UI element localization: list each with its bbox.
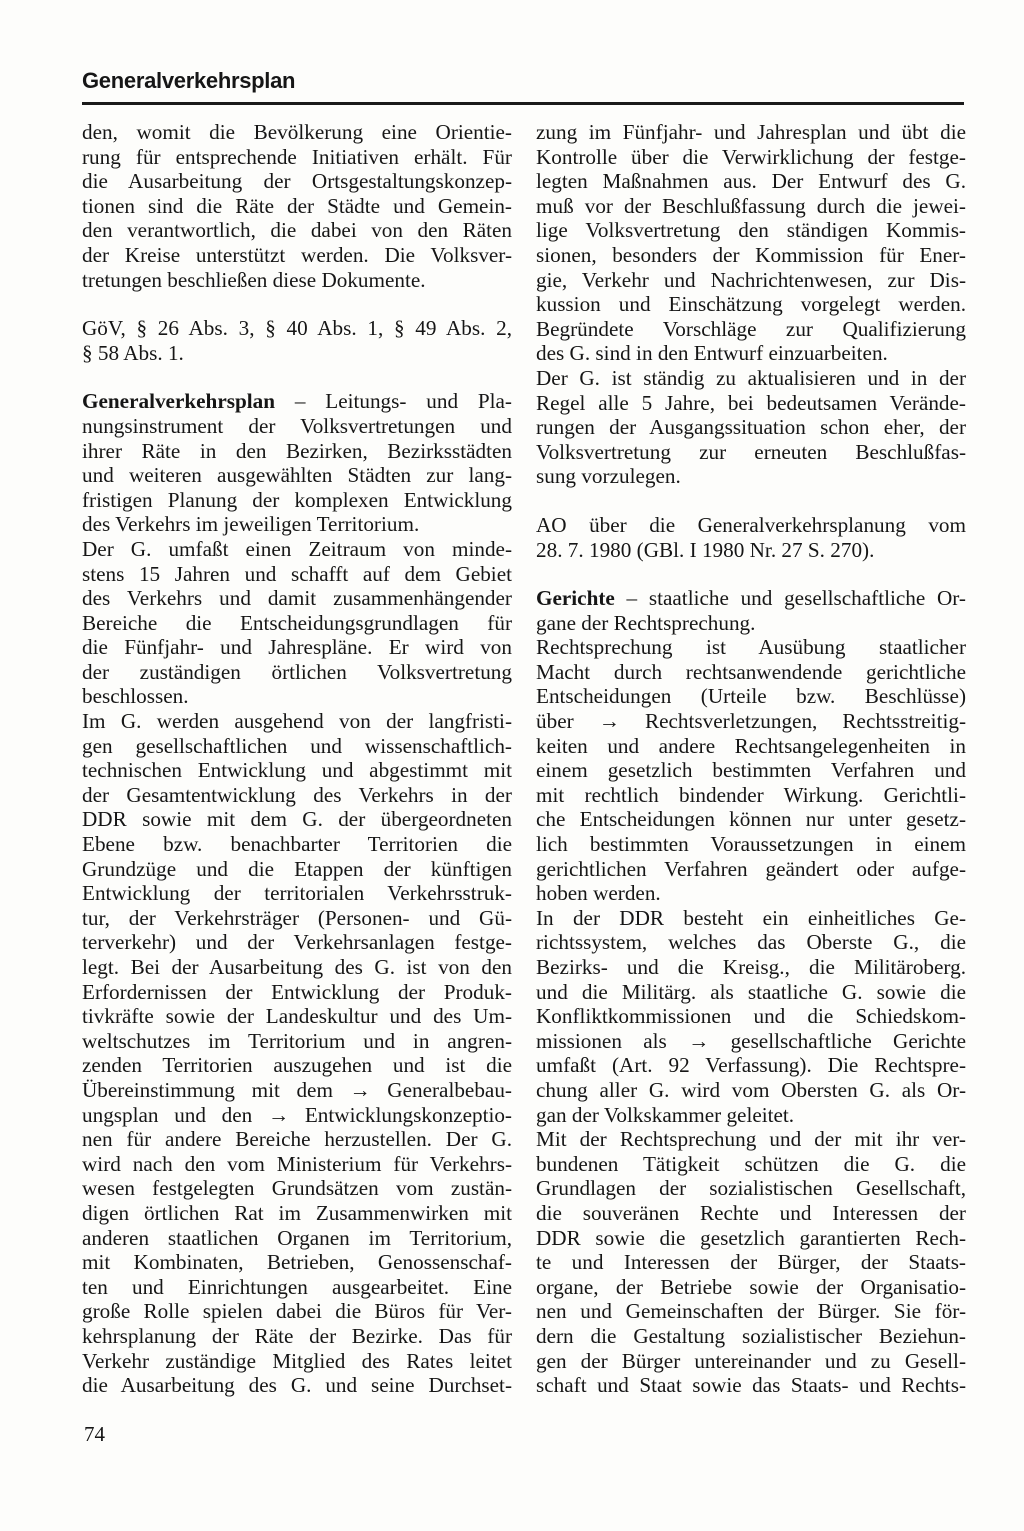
text-line: fristigen Planung der komplexen Entwicklung bbox=[82, 487, 512, 512]
text-line: Der G. umfaßt einen Zeitraum von minde- bbox=[82, 536, 512, 561]
text-line: nen und Gemeinschaften der Bürger. Sie för- bbox=[536, 1299, 966, 1324]
text-line: beschlossen. bbox=[82, 684, 189, 709]
text-line: bundenen Tätigkeit schützen die G. die bbox=[536, 1151, 966, 1176]
text-line: Kontrolle über die Verwirklichung der festge- bbox=[536, 144, 966, 169]
text-line: hoben werden. bbox=[536, 881, 661, 906]
text-line: technischen Entwicklung und abgestimmt mit bbox=[82, 758, 512, 783]
text-line: AO über die Generalverkehrsplanung vom bbox=[536, 512, 966, 537]
text-line: 28. 7. 1980 (GBl. I 1980 Nr. 27 S. 270). bbox=[536, 537, 875, 562]
text-line: gen der Bürger untereinander und zu Gesell- bbox=[536, 1348, 966, 1373]
text-line: ten und Einrichtungen ausgearbeitet. Eine bbox=[82, 1274, 512, 1299]
text-line: gane der Rechtsprechung. bbox=[536, 610, 756, 635]
text-line: Begründete Vorschläge zur Qualifizierung bbox=[536, 316, 966, 341]
text-line: den, womit die Bevölkerung eine Orientie- bbox=[82, 120, 512, 144]
text-line: sionen, besonders der Kommission für Ener- bbox=[536, 242, 966, 267]
text-line: lige Volksvertretung den ständigen Kommis- bbox=[536, 218, 966, 243]
text-line: DDR sowie mit dem G. der übergeordneten bbox=[82, 807, 512, 832]
text-line: organe, der Betriebe sowie der Organisatio- bbox=[536, 1274, 966, 1299]
text-line: Übereinstimmung mit dem → Generalbebau- bbox=[82, 1077, 512, 1102]
text-line: Im G. werden ausgehend von der langfristi- bbox=[82, 709, 512, 734]
text-line: keiten und andere Rechtsangelegenheiten in bbox=[536, 733, 966, 758]
text-line: Entwicklung der territorialen Verkehrsstruk- bbox=[82, 881, 512, 906]
text-line: einem gesetzlich bestimmten Verfahren und bbox=[536, 758, 966, 783]
text-line: nungsinstrument der Volksvertretungen und bbox=[82, 413, 512, 438]
text-line: terverkehr) und der Verkehrsanlagen festge- bbox=[82, 930, 512, 955]
text-line: richtssystem, welches das Oberste G., die bbox=[536, 930, 966, 955]
entry-term: Generalverkehrsplan bbox=[82, 389, 276, 414]
text-line: ungsplan und den → Entwicklungskonzeptio- bbox=[82, 1102, 512, 1127]
text-line: Regel alle 5 Jahre, bei bedeutsamen Verände- bbox=[536, 390, 966, 415]
text-line: der Kreise unterstützt werden. Die Volksver- bbox=[82, 242, 512, 267]
text-line: über → Rechtsverletzungen, Rechtsstreitig- bbox=[536, 709, 966, 734]
entry-generalverkehrsplan bbox=[82, 389, 512, 1397]
text-line: umfaßt (Art. 92 Verfassung). Die Rechtspre- bbox=[536, 1053, 966, 1078]
text-line: gie, Verkehr und Nachrichtenwesen, zur Dis- bbox=[536, 267, 966, 292]
text-line: te und Interessen der Bürger, der Staats- bbox=[536, 1250, 966, 1275]
text-line: Bezirks- und die Kreisg., die Militäroberg. bbox=[536, 955, 966, 979]
legal-reference bbox=[82, 316, 512, 365]
text-line: Erfordernissen der Entwicklung der Produk- bbox=[82, 979, 512, 1004]
text-line: dern die Gestaltung sozialistischer Beziehun- bbox=[536, 1323, 966, 1348]
text-line: große Rolle spielen dabei die Büros für Ver- bbox=[82, 1299, 512, 1324]
text-line: muß vor der Beschlußfassung durch die jewei- bbox=[536, 193, 966, 218]
text-line: zung im Fünfjahr- und Jahresplan und übt die bbox=[536, 120, 966, 144]
text-line: digen örtlichen Rat im Zusammenwirken mit bbox=[82, 1200, 512, 1225]
text-line: In der DDR besteht ein einheitliches Ge- bbox=[536, 905, 966, 930]
text-line: die souveränen Rechte und Interessen der bbox=[536, 1200, 966, 1225]
text-line: tivkräfte sowie der Landeskultur und des Um- bbox=[82, 1004, 512, 1029]
text-line: stens 15 Jahren und schafft auf dem Gebiet bbox=[82, 561, 512, 586]
text-line: Der G. ist ständig zu aktualisieren und in der bbox=[536, 365, 966, 390]
text-line: des G. sind in den Entwurf einzuarbeiten. bbox=[536, 341, 888, 366]
text-line: Rechtsprechung ist Ausübung staatlicher bbox=[536, 635, 966, 660]
text-line: die Ausarbeitung des G. und seine Durchset- bbox=[82, 1373, 512, 1398]
text-line: des Verkehrs und damit zusammenhängender bbox=[82, 586, 512, 611]
text-line: und die Militärg. als staatliche G. sowie die bbox=[536, 979, 966, 1004]
text-line: kehrsplanung der Räte der Bezirke. Das für bbox=[82, 1323, 512, 1348]
legal-reference bbox=[536, 513, 966, 562]
text-line: GöV, § 26 Abs. 3, § 40 Abs. 1, § 49 Abs. 2, bbox=[82, 316, 512, 341]
paragraph bbox=[536, 120, 966, 489]
right-column bbox=[536, 120, 966, 1398]
text-line: mit Kombinaten, Betrieben, Genossenschaf- bbox=[82, 1250, 512, 1275]
text-line: sung vorzulegen. bbox=[536, 464, 681, 489]
text-line: wesen festgelegten Grundsätzen vom zustän- bbox=[82, 1176, 512, 1201]
text-line: tretungen beschließen diese Dokumente. bbox=[82, 267, 426, 292]
text-line: gerichtlichen Verfahren geändert oder aufge- bbox=[536, 856, 966, 881]
text-line: DDR sowie die gesetzlich garantierten Rech- bbox=[536, 1225, 966, 1250]
text-line: che Entscheidungen können nur unter gesetz- bbox=[536, 807, 966, 832]
text-line: rungen der Ausgangssituation schon eher, der bbox=[536, 415, 966, 440]
text-line: tur, der Verkehrsträger (Personen- und Gü- bbox=[82, 905, 512, 930]
entry-gerichte bbox=[536, 586, 966, 1398]
entry-definition-start: – Leitungs- und Pla- bbox=[275, 389, 512, 414]
entry-term: Gerichte bbox=[536, 586, 615, 611]
text-line: Bereiche die Entscheidungsgrundlagen für bbox=[82, 610, 512, 635]
text-line: tionen sind die Räte der Städte und Gemein- bbox=[82, 193, 512, 218]
text-line: der Gesamtentwicklung des Verkehrs in der bbox=[82, 782, 512, 807]
text-line: legt. Bei der Ausarbeitung des G. ist von den bbox=[82, 955, 512, 979]
text-line: nen für andere Bereiche herzustellen. Der G. bbox=[82, 1127, 512, 1152]
text-line: rung für entsprechende Initiativen erhält. Für bbox=[82, 144, 512, 169]
text-line: Mit der Rechtsprechung und der mit ihr ver- bbox=[536, 1127, 966, 1152]
entry-definition-start: – staatliche und gesellschaftliche Or- bbox=[614, 586, 966, 611]
text-line: kussion und Einschätzung vorgelegt werden. bbox=[536, 292, 966, 317]
text-line: wird nach den vom Ministerium für Verkehrs- bbox=[82, 1151, 512, 1176]
text-line: lich bestimmten Voraussetzungen in einem bbox=[536, 832, 966, 857]
text-line: Grundlagen der sozialistischen Gesellschaft, bbox=[536, 1176, 966, 1201]
text-line: schaft und Staat sowie das Staats- und Rechts- bbox=[536, 1373, 966, 1398]
text-line: gan der Volkskammer geleitet. bbox=[536, 1102, 795, 1127]
text-line: zenden Territorien auszugehen und ist die bbox=[82, 1053, 512, 1078]
text-line: Macht durch rechtsanwendende gerichtliche bbox=[536, 659, 966, 684]
text-line: weltschutzes im Territorium und in angren- bbox=[82, 1028, 512, 1053]
text-line: ihrer Räte in den Bezirken, Bezirksstädten bbox=[82, 438, 512, 463]
running-header: Generalverkehrsplan bbox=[82, 68, 296, 93]
text-line: chung aller G. wird vom Obersten G. als Or- bbox=[536, 1077, 966, 1102]
text-line: missionen als → gesellschaftliche Gerichte bbox=[536, 1028, 966, 1053]
text-line: mit rechtlich bindender Wirkung. Gerichtli- bbox=[536, 782, 966, 807]
text-line: den verantwortlich, die dabei von den Räten bbox=[82, 218, 512, 243]
text-line: Konfliktkommissionen und die Schiedskom- bbox=[536, 1004, 966, 1029]
text-line: und weiteren ausgewählten Städten zur lang- bbox=[82, 463, 512, 488]
text-line: der zuständigen örtlichen Volksvertretung bbox=[82, 659, 512, 684]
header-rule bbox=[82, 102, 964, 105]
text-line: Entscheidungen (Urteile bzw. Beschlüsse) bbox=[536, 684, 966, 709]
text-line: legten Maßnahmen aus. Der Entwurf des G. bbox=[536, 169, 966, 194]
text-line: gen gesellschaftlichen und wissenschaftlich- bbox=[82, 733, 512, 758]
text-line: Grundzüge und die Etappen der künftigen bbox=[82, 856, 512, 881]
left-column bbox=[82, 120, 512, 1398]
page-number: 74 bbox=[84, 1422, 105, 1446]
text-line: Volksvertretung zur erneuten Beschlußfas- bbox=[536, 439, 966, 464]
text-line: anderen staatlichen Organen im Territorium, bbox=[82, 1225, 512, 1250]
paragraph bbox=[82, 120, 512, 292]
text-line: § 58 Abs. 1. bbox=[82, 340, 184, 365]
text-line: die Fünfjahr- und Jahrespläne. Er wird von bbox=[82, 635, 512, 660]
text-line: die Ausarbeitung der Ortsgestaltungskonzep- bbox=[82, 169, 512, 194]
text-line: Ebene bzw. benachbarter Territorien die bbox=[82, 832, 512, 857]
text-line: des Verkehrs im jeweiligen Territorium. bbox=[82, 512, 420, 537]
text-line: Verkehr zuständige Mitglied des Rates leitet bbox=[82, 1348, 512, 1373]
